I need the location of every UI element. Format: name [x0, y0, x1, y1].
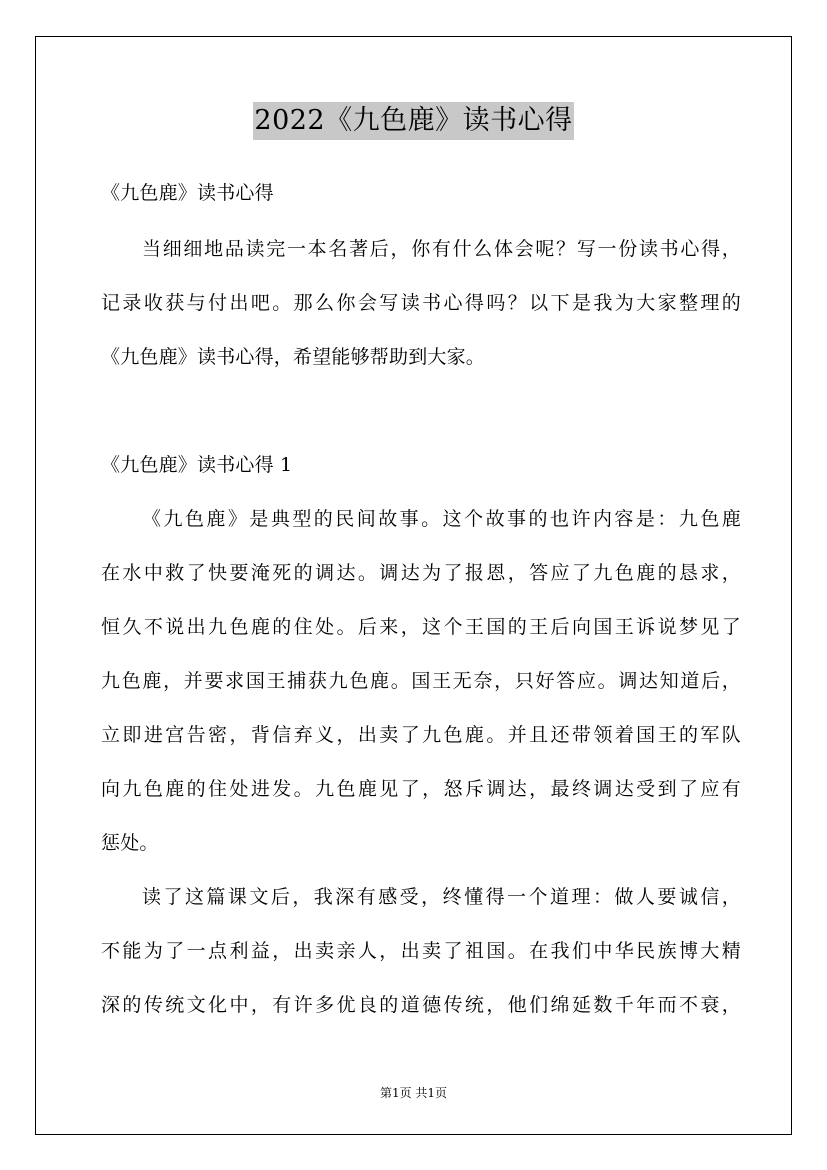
document-title: 2022《九色鹿》读书心得: [253, 102, 573, 140]
paragraph-line: 立即进宫告密，背信弃义，出卖了九色鹿。并且还带领着国王的军队: [101, 724, 741, 746]
intro-heading: 《九色鹿》读书心得: [101, 182, 274, 204]
intro-line: 记录收获与付出吧。那么你会写读书心得吗？以下是我为大家整理的: [101, 292, 741, 314]
intro-line: 《九色鹿》读书心得，希望能够帮助到大家。: [101, 346, 486, 368]
paragraph-line: 在水中救了快要淹死的调达。调达为了报恩，答应了九色鹿的恳求，: [101, 562, 741, 584]
paragraph-line: 恒久不说出九色鹿的住处。后来，这个王国的王后向国王诉说梦见了: [101, 616, 741, 638]
paragraph-line: 深的传统文化中，有许多优良的道德传统，他们绵延数千年而不衰，: [101, 994, 741, 1016]
paragraph-line: 惩处。: [101, 832, 159, 854]
page-number: 第1页 共1页: [379, 1086, 448, 1100]
paragraph-line: 读了这篇课文后，我深有感受，终懂得一个道理：做人要诚信，: [142, 886, 741, 908]
paragraph-line: 九色鹿，并要求国王捕获九色鹿。国王无奈，只好答应。调达知道后，: [101, 670, 741, 692]
section-heading: 《九色鹿》读书心得 1: [101, 454, 293, 476]
intro-line: 当细细地品读完一本名著后，你有什么体会呢？写一份读书心得，: [142, 238, 741, 260]
paragraph-line: 不能为了一点利益，出卖亲人，出卖了祖国。在我们中华民族博大精: [101, 940, 741, 962]
paragraph-line: 向九色鹿的住处进发。九色鹿见了，怒斥调达，最终调达受到了应有: [101, 778, 741, 800]
title-container: [0, 102, 827, 140]
paragraph-line: 《九色鹿》是典型的民间故事。这个故事的也许内容是：九色鹿: [142, 508, 741, 530]
